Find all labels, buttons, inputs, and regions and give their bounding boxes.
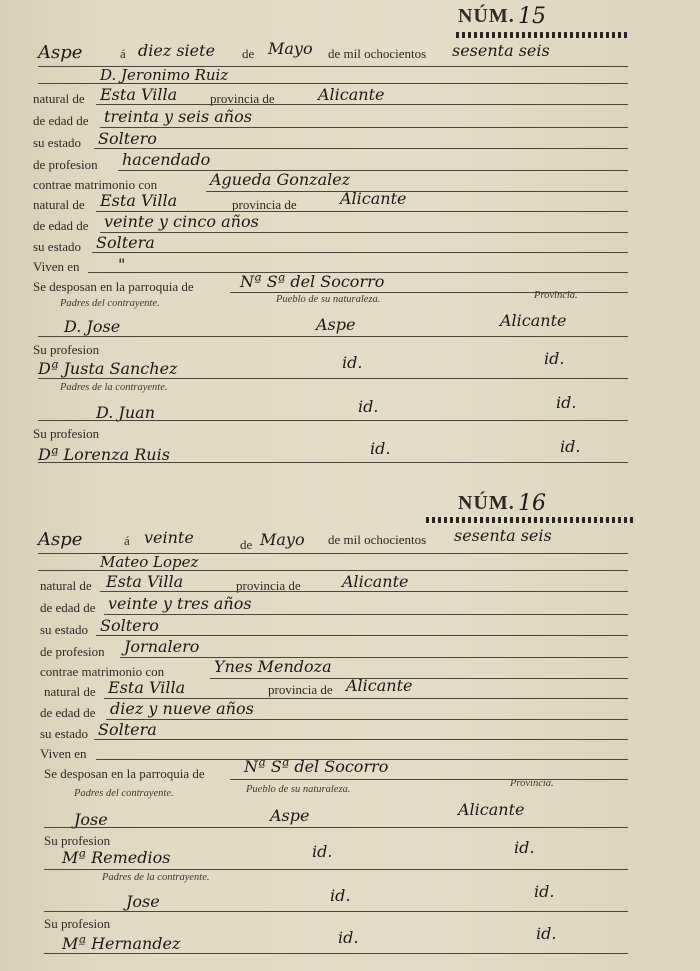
groom-mother-town: id. [342, 353, 363, 372]
rule [44, 869, 628, 870]
rule [94, 148, 628, 149]
label-su-profesion: Su profesion [33, 342, 100, 357]
bride-origin: Esta Villa [108, 678, 186, 697]
label-natural: natural de [33, 91, 85, 106]
rule [38, 570, 628, 571]
groom-profession: hacendado [122, 150, 211, 169]
record-number: 16 [518, 491, 546, 516]
groom-mother-town: id. [312, 842, 333, 861]
bride-status: Soltera [98, 720, 157, 739]
label-provincia: provincia de [210, 91, 275, 106]
col-padres-contrayente: Padres del contrayente. [60, 298, 160, 309]
bride-father: Jose [126, 892, 160, 911]
parish: Nª Sª del Socorro [240, 272, 385, 291]
groom-status: Soltero [100, 616, 159, 635]
bride-father-province: id. [556, 393, 577, 412]
rule [38, 336, 628, 337]
label-edad-2: de edad de [40, 705, 96, 720]
bride-mother: Dª Lorenza Ruis [38, 445, 170, 464]
label-su-profesion: Su profesion [44, 833, 111, 848]
groom-mother-province: id. [514, 838, 535, 857]
bride-mother: Mª Hernandez [62, 934, 181, 953]
label-contrae: contrae matrimonio con [40, 664, 165, 679]
bride-mother-province: id. [536, 924, 557, 943]
rule [230, 779, 628, 780]
month: Mayo [268, 39, 313, 58]
col-provincia: Provincia. [510, 778, 554, 789]
bride-mother-town: id. [338, 928, 359, 947]
rule [38, 420, 628, 421]
rule [92, 252, 628, 253]
parish: Nª Sª del Socorro [244, 757, 389, 776]
bride-age: diez y nueve años [110, 699, 254, 718]
place: Aspe [38, 529, 83, 550]
rule [44, 953, 628, 954]
place: Aspe [38, 42, 83, 63]
groom-age: treinta y seis años [104, 107, 252, 126]
rule [44, 911, 628, 912]
residence: " [118, 255, 126, 274]
bride-province: Alicante [340, 189, 407, 208]
label-viven: Viven en [33, 259, 80, 274]
ornamental-rule [426, 517, 636, 523]
groom-mother: Mª Remedios [62, 848, 171, 867]
groom-name: D. Jeronimo Ruiz [100, 66, 229, 84]
label-viven: Viven en [40, 746, 87, 761]
col-padres-contrayente: Padres del contrayente. [74, 788, 174, 799]
bride-father-province: id. [534, 882, 555, 901]
year: sesenta seis [454, 526, 552, 545]
record-number: 15 [518, 4, 546, 29]
label-natural-2: natural de [33, 197, 85, 212]
bride-province: Alicante [346, 676, 413, 695]
rule [106, 719, 628, 720]
label-de: de [242, 46, 255, 61]
groom-mother-province: id. [544, 349, 565, 368]
rule [206, 191, 628, 192]
rule [100, 591, 628, 592]
col-pueblo: Pueblo de su naturaleza. [246, 784, 351, 795]
label-desposan: Se desposan en la parroquia de [44, 766, 205, 781]
groom-profession: Jornalero [124, 637, 200, 656]
label-a: á [124, 533, 130, 548]
bride-mother-town: id. [370, 439, 391, 458]
groom-name: Mateo Lopez [100, 553, 199, 571]
label-profesion: de profesion [40, 644, 105, 659]
label-profesion: de profesion [33, 157, 98, 172]
bride-name: Ynes Mendoza [214, 657, 332, 676]
rule [96, 635, 628, 636]
label-natural-2: natural de [44, 684, 96, 699]
rule [104, 614, 628, 615]
label-mil: de mil ochocientos [328, 532, 427, 547]
groom-father: Jose [74, 810, 108, 829]
bride-father-town: id. [330, 886, 351, 905]
rule [38, 378, 628, 379]
bride-name: Agueda Gonzalez [210, 170, 351, 189]
groom-father-province: Alicante [500, 311, 567, 330]
groom-father-town: Aspe [316, 315, 356, 334]
bride-status: Soltera [96, 233, 155, 252]
rule [210, 678, 628, 679]
groom-province: Alicante [318, 85, 385, 104]
label-estado: su estado [33, 135, 82, 150]
rule [120, 657, 628, 658]
bride-origin: Esta Villa [100, 191, 178, 210]
bride-father: D. Juan [96, 403, 155, 422]
label-estado: su estado [40, 622, 89, 637]
label-provincia: provincia de [236, 578, 301, 593]
month: Mayo [260, 530, 305, 549]
label-provincia-2: provincia de [232, 197, 297, 212]
rule [38, 462, 628, 463]
label-edad: de edad de [33, 113, 89, 128]
bride-mother-province: id. [560, 437, 581, 456]
rule [118, 170, 628, 171]
year: sesenta seis [452, 41, 550, 60]
record-number-label: NÚM. [458, 492, 515, 514]
rule [38, 83, 628, 84]
rule [100, 127, 628, 128]
rule [96, 104, 628, 105]
label-desposan: Se desposan en la parroquia de [33, 279, 194, 294]
groom-father: D. Jose [64, 317, 121, 336]
label-natural: natural de [40, 578, 92, 593]
groom-father-province: Alicante [458, 800, 525, 819]
bride-age: veinte y cinco años [104, 212, 259, 231]
groom-province: Alicante [342, 572, 409, 591]
label-mil: de mil ochocientos [328, 46, 427, 61]
day: veinte [144, 528, 194, 547]
record-number-label: NÚM. [458, 5, 515, 27]
label-estado-2: su estado [40, 726, 89, 741]
groom-mother: Dª Justa Sanchez [38, 359, 178, 378]
ornamental-rule [456, 32, 628, 38]
label-edad: de edad de [40, 600, 96, 615]
groom-father-town: Aspe [270, 806, 310, 825]
groom-status: Soltero [98, 129, 157, 148]
col-padres-contrayenta: Padres de la contrayente. [102, 872, 210, 883]
day: diez siete [138, 41, 216, 60]
col-provincia: Provincia. [534, 290, 578, 301]
label-contrae: contrae matrimonio con [33, 177, 158, 192]
col-pueblo: Pueblo de su naturaleza. [276, 294, 381, 305]
label-provincia-2: provincia de [268, 682, 333, 697]
label-edad-2: de edad de [33, 218, 89, 233]
label-de: de [240, 537, 253, 552]
bride-father-town: id. [358, 397, 379, 416]
rule [94, 739, 628, 740]
groom-origin: Esta Villa [100, 85, 178, 104]
rule [44, 827, 628, 828]
groom-age: veinte y tres años [108, 594, 252, 613]
label-estado-2: su estado [33, 239, 82, 254]
rule [100, 232, 628, 233]
label-su-profesion-2: Su profesion [44, 916, 111, 931]
label-su-profesion-2: Su profesion [33, 426, 100, 441]
groom-origin: Esta Villa [106, 572, 184, 591]
label-a: á [120, 46, 126, 61]
col-padres-contrayenta: Padres de la contrayente. [60, 382, 168, 393]
